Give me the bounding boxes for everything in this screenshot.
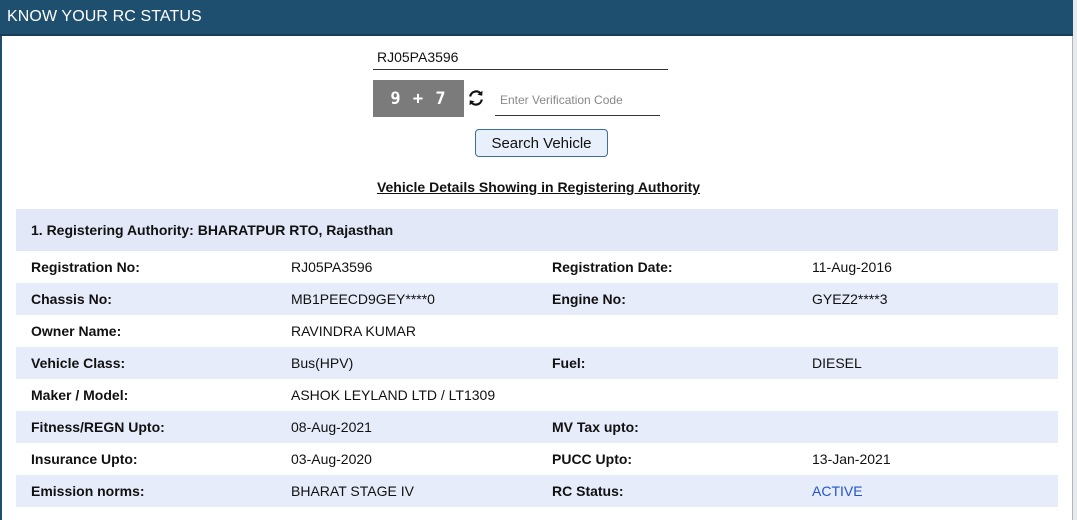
scrollbar-track[interactable] (1073, 0, 1077, 520)
table-row (16, 251, 1058, 283)
fuel-value: DIESEL (812, 355, 862, 371)
fitness-label: Fitness/REGN Upto: (31, 419, 165, 435)
vehicle-details-table (16, 251, 1058, 507)
fuel-label: Fuel: (552, 355, 586, 371)
owner-name-label: Owner Name: (31, 323, 122, 339)
registration-no-value: RJ05PA3596 (291, 259, 373, 275)
fitness-value: 08-Aug-2021 (291, 419, 372, 435)
frame-left-border (0, 36, 2, 520)
page-title: KNOW YOUR RC STATUS (7, 8, 202, 25)
section-title: Vehicle Details Showing in Registering Authority (376, 179, 701, 195)
table-row (16, 347, 1058, 379)
mv-tax-label: MV Tax upto: (552, 419, 639, 435)
table-row (16, 379, 1058, 411)
page-header (0, 0, 1073, 36)
vehicle-class-value: Bus(HPV) (291, 355, 354, 371)
verification-code-input[interactable] (495, 85, 660, 116)
engine-no-value: GYEZ2****3 (812, 291, 888, 307)
registration-number-input[interactable] (373, 45, 668, 70)
maker-model-value: ASHOK LEYLAND LTD / LT1309 (291, 387, 496, 403)
table-row (16, 315, 1058, 347)
chassis-no-label: Chassis No: (31, 291, 112, 307)
emission-norms-label: Emission norms: (31, 483, 145, 499)
captcha-image: 9 + 7 (373, 80, 464, 117)
engine-no-label: Engine No: (552, 291, 626, 307)
emission-norms-value: BHARAT STAGE IV (291, 483, 414, 499)
table-row (16, 443, 1058, 475)
table-row (16, 283, 1058, 315)
table-row (16, 475, 1058, 507)
search-vehicle-button[interactable]: Search Vehicle (475, 129, 608, 157)
maker-model-label: Maker / Model: (31, 387, 129, 403)
refresh-icon[interactable] (466, 88, 486, 108)
chassis-no-value: MB1PEECD9GEY****0 (291, 291, 435, 307)
rc-status-value[interactable]: ACTIVE (812, 483, 863, 499)
registration-date-label: Registration Date: (552, 259, 673, 275)
registration-no-label: Registration No: (31, 259, 140, 275)
insurance-value: 03-Aug-2020 (291, 451, 372, 467)
vehicle-class-label: Vehicle Class: (31, 355, 126, 371)
rc-status-label: RC Status: (552, 483, 624, 499)
pucc-label: PUCC Upto: (552, 451, 633, 467)
insurance-label: Insurance Upto: (31, 451, 138, 467)
registration-date-value: 11-Aug-2016 (812, 259, 892, 275)
table-row (16, 411, 1058, 443)
registering-authority-heading: 1. Registering Authority: BHARATPUR RTO, Rajasthan (16, 209, 1058, 251)
pucc-value: 13-Jan-2021 (812, 451, 891, 467)
owner-name-value: RAVINDRA KUMAR (291, 323, 416, 339)
